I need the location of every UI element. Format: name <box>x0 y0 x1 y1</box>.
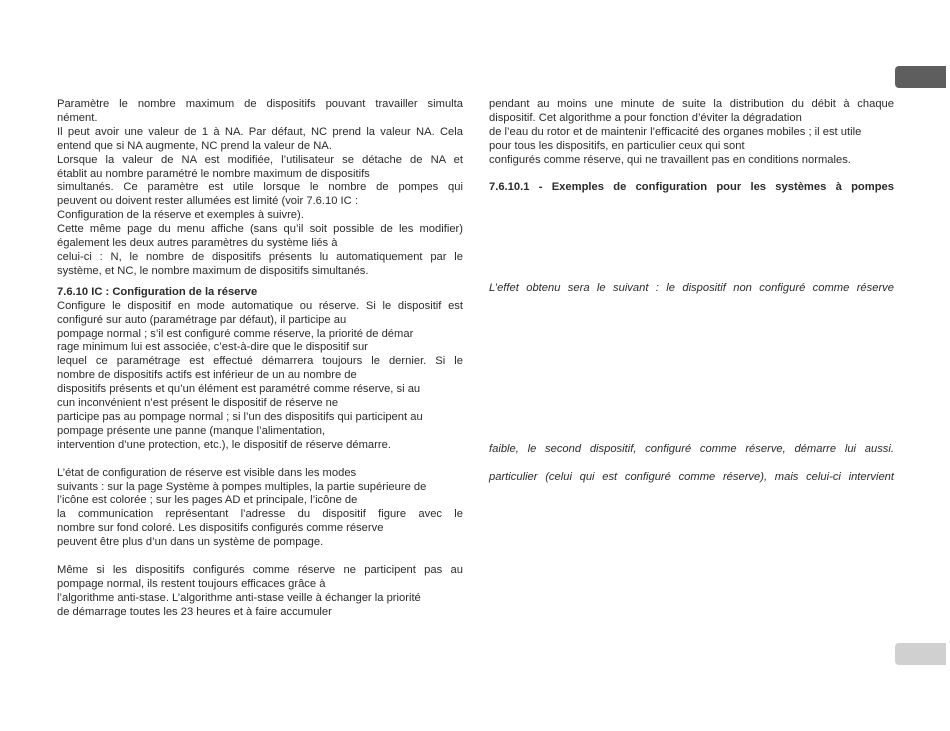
text-line: configuré sur auto (paramétrage par défaut), il participe au <box>57 313 347 326</box>
text-line: Paramètre le nombre maximum de dispositifs pouvant travailler simulta <box>57 98 463 110</box>
section-heading-ic: 7.6.10 IC : Configuration de la réserve <box>57 285 258 298</box>
text-line: dispositif. Cet algorithme a pour fonction d’éviter la dégradation <box>489 111 802 124</box>
text-line: configurés comme réserve, qui ne travaillent pas en conditions normales. <box>489 153 851 166</box>
text-line: de démarrage toutes les 23 heures et à faire accumuler <box>57 605 332 618</box>
text-line: L’état de configuration de réserve est visible dans les modes <box>57 466 357 479</box>
text-line: également les deux autres paramètres du système liés à <box>57 237 338 250</box>
text-line: peuvent être plus d’un dans un système de pompage. <box>57 536 324 549</box>
reserve-state-description <box>57 467 463 550</box>
example-faible-line: faible, le second dispositif, configuré comme réserve, démarre lui aussi. <box>489 443 894 456</box>
text-line: celui-ci : N, le nombre de dispositifs présents lu automatiquement par le <box>57 250 463 263</box>
text-line: dispositifs présents et qu’un élément est paramétré comme réserve, si au <box>57 383 421 396</box>
left-column <box>57 98 463 620</box>
example-effect-line: L’effet obtenu sera le suivant : le dispositif non configuré comme réserve <box>489 282 894 295</box>
ic-description <box>57 300 463 453</box>
text-line: Il peut avoir une valeur de 1 à NA. Par défaut, NC prend la valeur NA. Cela <box>57 125 463 138</box>
text-line: Cette même page du menu affiche (sans qu’il soit possible de les modifier) <box>57 223 463 236</box>
text-line: simultanés. Ce paramètre est utile lorsque le nombre de pompes qui <box>57 181 463 194</box>
section-tab-inactive <box>895 643 946 665</box>
text-line: l’algorithme anti-stase. L’algorithme anti-stase veille à échanger la priorité <box>57 591 421 604</box>
text-line: pompage normal ; s’il est configuré comme réserve, la priorité de démar <box>57 327 414 340</box>
section-heading-examples: 7.6.10.1 - Exemples de configuration pour les systèmes à pompes <box>489 180 894 193</box>
section-tab-active <box>895 66 946 88</box>
example-particulier-line: particulier (celui qui est configuré comme réserve), mais celui-ci intervient <box>489 471 894 484</box>
text-line: pompage présente une panne (manque l’alimentation, <box>57 424 326 437</box>
text-line: de l’eau du rotor et de maintenir l’efficacité des organes mobiles ; il est utile <box>489 125 862 138</box>
nc-description <box>57 98 463 279</box>
text-line: nément. <box>57 111 98 124</box>
text-line: rage minimum lui est associée, c’est-à-dire que le dispositif sur <box>57 341 368 354</box>
text-line: suivants : sur la page Système à pompes multiples, la partie supérieure de <box>57 480 427 493</box>
text-line: la communication représentant l’adresse du dispositif figure avec le <box>57 508 463 521</box>
anti-stase-continued <box>489 98 894 168</box>
text-line: Lorsque la valeur de NA est modifiée, l’utilisateur se détache de NA et <box>57 153 463 166</box>
text-line: Configure le dispositif en mode automatique ou réserve. Si le dispositif est <box>57 299 463 312</box>
text-line: peuvent ou doivent rester allumées est limité (voir 7.6.10 IC : <box>57 195 358 208</box>
text-line: cun inconvénient n’est présent le dispositif de réserve ne <box>57 397 339 410</box>
text-line: intervention d’une protection, etc.), le dispositif de réserve démarre. <box>57 438 391 451</box>
anti-stase-description <box>57 564 463 620</box>
text-line: l’icône est colorée ; sur les pages AD et principale, l’icône de <box>57 494 358 507</box>
text-line: pompage normal, ils restent toujours efficaces grâce à <box>57 578 326 590</box>
text-line: Même si les dispositifs configurés comme réserve ne participent pas au <box>57 564 463 577</box>
text-line: établit au nombre paramétré le nombre maximum de dispositifs <box>57 167 370 180</box>
right-column <box>489 98 894 485</box>
text-line: pour tous les dispositifs, en particulier ceux qui sont <box>489 139 745 152</box>
text-line: lequel ce paramétrage est effectué démarrera toujours le dernier. Si le <box>57 355 463 368</box>
text-line: Configuration de la réserve et exemples à suivre). <box>57 209 304 222</box>
text-line: pendant au moins une minute de suite la distribution du débit à chaque <box>489 98 894 110</box>
text-line: nombre sur fond coloré. Les dispositifs configurés comme réserve <box>57 522 384 535</box>
text-line: système, et NC, le nombre maximum de dispositifs simultanés. <box>57 264 369 277</box>
text-line: entend que si NA augmente, NC prend la valeur de NA. <box>57 139 332 152</box>
text-line: nombre de dispositifs actifs est inférieur de un au nombre de <box>57 369 357 382</box>
text-line: participe pas au pompage normal ; si l’un des dispositifs qui participent au <box>57 410 423 423</box>
